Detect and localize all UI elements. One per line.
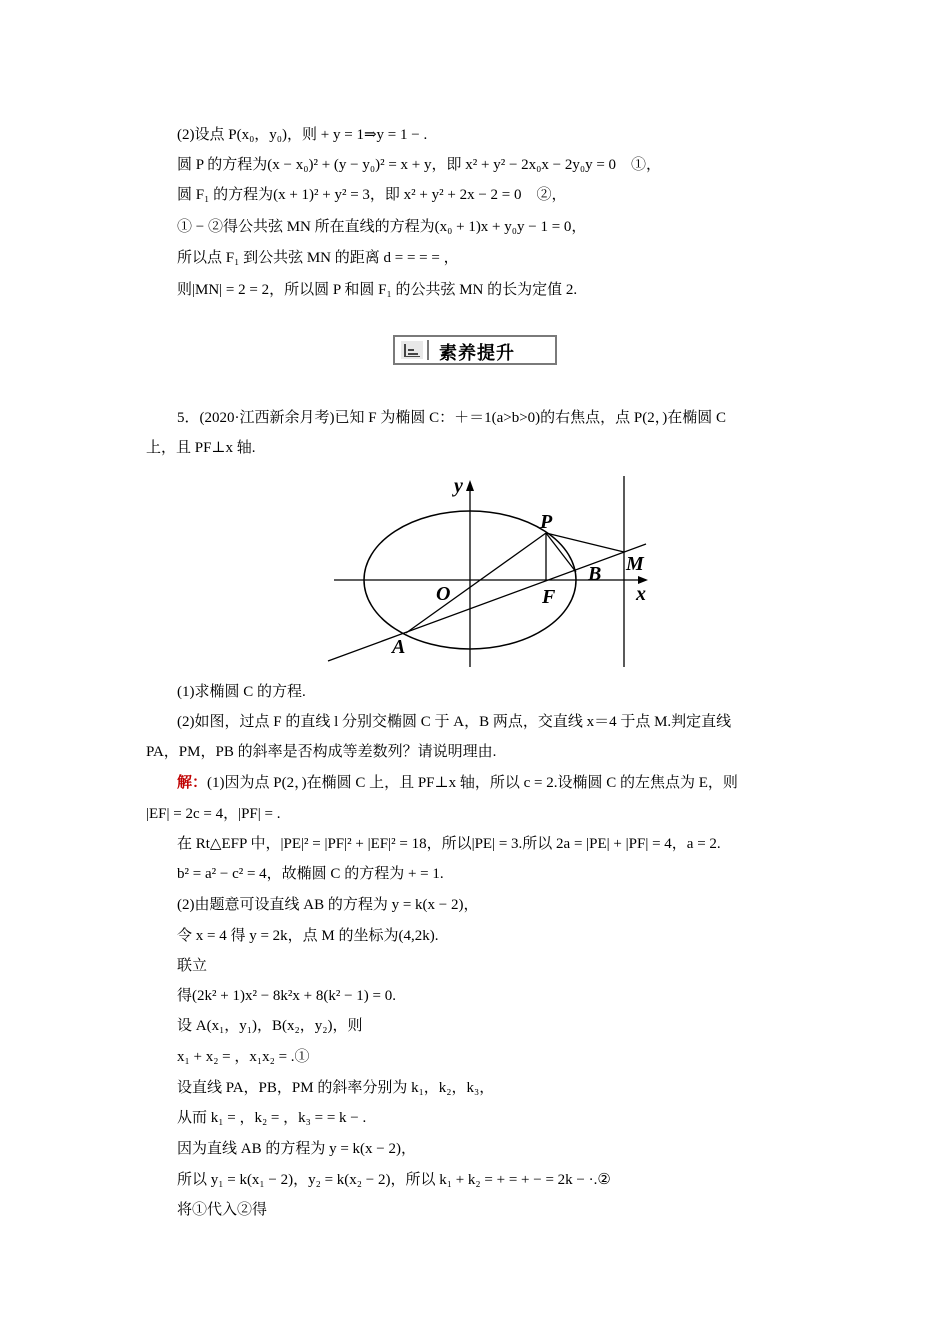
label-y: y (454, 475, 463, 497)
solution-line: 将①代入②得 (177, 1202, 268, 1218)
question-2-line: (2)如图，过点 F 的直线 l 分别交椭圆 C 于 A，B 两点，交直线 x＝4 于点 M.判定直线 (177, 714, 732, 730)
problem-line: 5．(2020·江西新余月考)已知 F 为椭圆 C：＋＝1(a>b>0)的右焦点，点 P(2，)在椭圆 C (177, 410, 726, 426)
y-axis-arrow (466, 480, 474, 491)
label-b: B (588, 563, 602, 585)
text-line: 所以点 F₁ 到公共弦 MN 的距离 d = = = = ， (177, 250, 459, 266)
solution-line: 在 Rt△EFP 中，|PE|² = |PF|² + |EF|² = 18，所以|PE| = 3.所以 2a = |PE| + |PF| = 4，a = 2. (177, 836, 721, 852)
label-f: F (542, 586, 556, 608)
section-title: 素养提升 (439, 343, 515, 364)
solution-line: 因为直线 AB 的方程为 y = k(x − 2)， (177, 1141, 416, 1157)
solution-line: 所以 y₁ = k(x₁ − 2)，y₂ = k(x₂ − 2)，所以 k₁ + k₂ = + = + − = 2k − ·.② (177, 1172, 611, 1188)
text-line: 圆 P 的方程为(x − x₀)² + (y − y₀)² = x + y，即 x² + y² − 2x₀x − 2y₀y = 0 ①， (177, 157, 662, 173)
solution-line: |EF| = 2c = 4，|PF| = . (146, 806, 281, 822)
label-m: M (626, 553, 644, 575)
question-1: (1)求椭圆 C 的方程. (177, 684, 306, 700)
solution-line: 得(2k² + 1)x² − 8k²x + 8(k² − 1) = 0. (177, 988, 397, 1004)
solution-text: (1)因为点 P(2，)在椭圆 C 上，且 PF⊥x 轴，所以 c = 2.设椭圆 C 的左焦点为 E，则 (207, 775, 738, 791)
question-2-line: PA，PM，PB 的斜率是否构成等差数列？请说明理由. (146, 744, 497, 760)
section-banner (393, 335, 557, 365)
solution-line: 令 x = 4 得 y = 2k，点 M 的坐标为(4,2k). (177, 928, 439, 944)
solution-line: 联立 (177, 958, 208, 974)
banner-divider (427, 340, 429, 360)
solution-line: 设 A(x₁，y₁)，B(x₂，y₂)，则 (177, 1018, 363, 1034)
label-p: P (540, 511, 553, 533)
solution-line: b² = a² − c² = 4，故椭圆 C 的方程为 + = 1. (177, 866, 444, 882)
solution-line: x₁ + x₂ = ，x₁x₂ = .① (177, 1049, 310, 1065)
bar-chart-icon (401, 341, 423, 359)
solution-line: 从而 k₁ = ，k₂ = ，k₃ = = k − . (177, 1110, 367, 1126)
solution-line (177, 773, 738, 793)
text-line: 圆 F₁ 的方程为(x + 1)² + y² = 3，即 x² + y² + 2x − 2 = 0 ②， (177, 187, 567, 203)
text-line: 则|MN| = 2 = 2，所以圆 P 和圆 F₁ 的公共弦 MN 的长为定值 2. (177, 282, 578, 298)
solution-line: 设直线 PA，PB，PM 的斜率分别为 k₁，k₂，k₃， (177, 1080, 495, 1096)
line-l (328, 544, 646, 661)
label-x: x (636, 583, 646, 605)
problem-line: 上，且 PF⊥x 轴. (146, 440, 256, 456)
segment-pa (406, 533, 546, 633)
label-a: A (392, 636, 406, 658)
solution-label: 解： (177, 775, 208, 791)
ellipse-figure (320, 470, 660, 670)
text-line: (2)设点 P(x₀，y₀)，则 + y = 1⇒y = 1 − . (177, 127, 428, 143)
label-o: O (436, 583, 451, 605)
solution-line: (2)由题意可设直线 AB 的方程为 y = k(x − 2)， (177, 897, 479, 913)
text-line: ① − ②得公共弦 MN 所在直线的方程为(x₀ + 1)x + y₀y − 1 = 0， (177, 219, 587, 235)
